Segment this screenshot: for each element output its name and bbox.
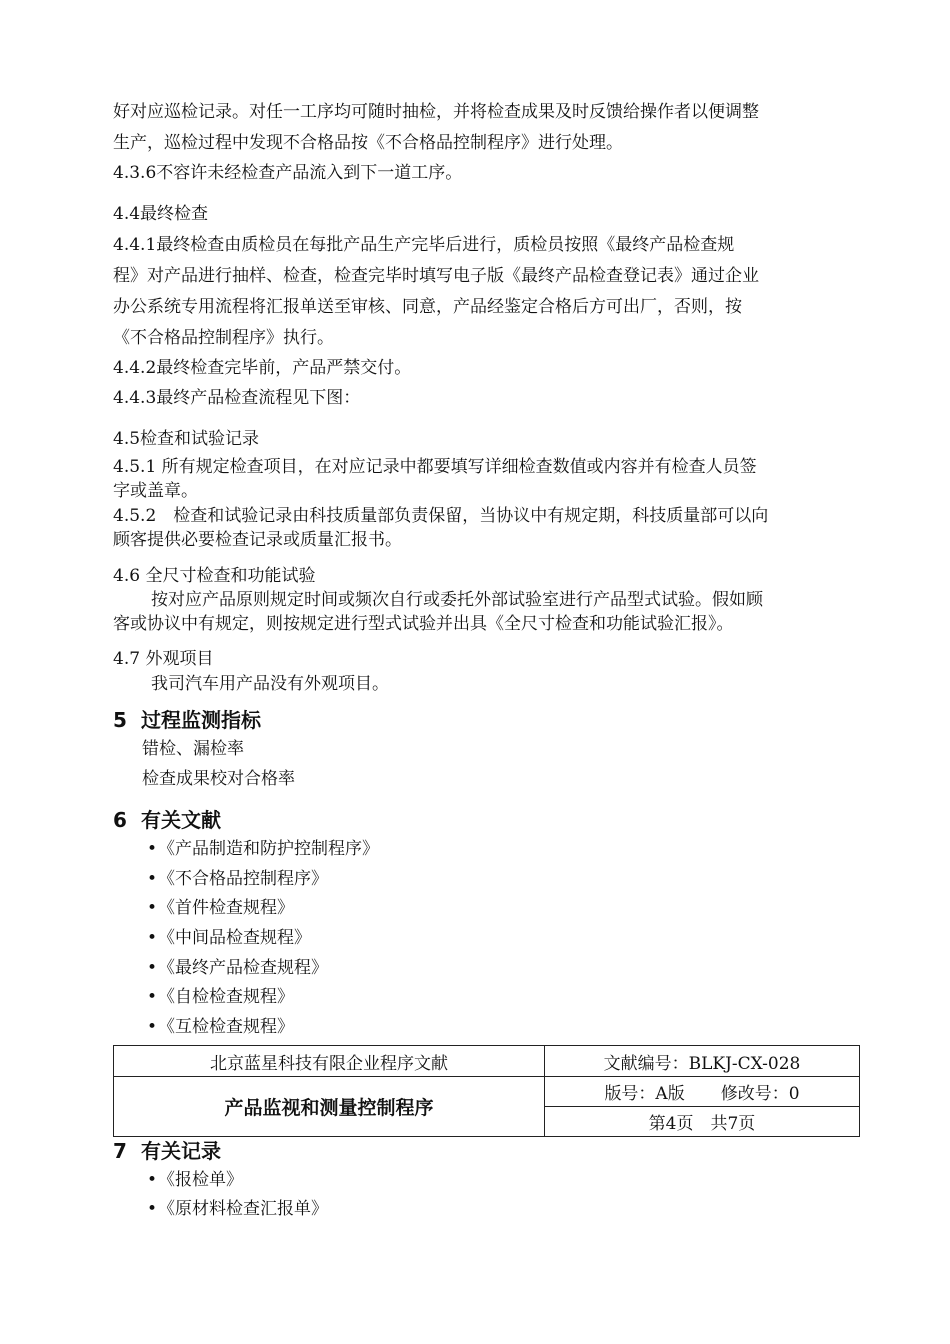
list-item: 错检、漏检率 <box>142 739 244 759</box>
section-6-heading <box>113 807 221 833</box>
heading-4-4: 4.4最终检查 <box>113 204 209 224</box>
list-item: 检查成果校对合格率 <box>142 769 295 789</box>
section-number: 7 <box>113 1139 127 1163</box>
paragraph-line: 《不合格品控制程序》执行。 <box>113 328 334 348</box>
bullet-icon: • <box>146 928 158 948</box>
list-item <box>146 1198 328 1220</box>
list-item-text: 《最终产品检查规程》 <box>158 958 328 978</box>
heading-4-7: 4.7 外观项目 <box>113 649 214 669</box>
company-name: 北京蓝星科技有限企业程序文献 <box>114 1046 545 1077</box>
version-number: 版号：A版 <box>604 1084 685 1104</box>
list-item-text: 《不合格品控制程序》 <box>158 869 328 889</box>
bullet-icon: • <box>146 1199 158 1219</box>
list-item-text: 《自检检查规程》 <box>158 987 294 1007</box>
section-5-heading <box>113 707 261 733</box>
list-item <box>146 868 328 890</box>
document-number: 文献编号：BLKJ-CX-028 <box>545 1046 860 1077</box>
document-header-table <box>113 1045 860 1137</box>
version-revision-cell <box>545 1077 860 1107</box>
paragraph-line: 客或协议中有规定，则按规定进行型式试验并出具《全尺寸检查和功能试验汇报》。 <box>113 614 734 634</box>
clause-4-4-2: 4.4.2最终检查完毕前，产品严禁交付。 <box>113 358 412 378</box>
bullet-icon: • <box>146 958 158 978</box>
bullet-icon: • <box>146 1170 158 1190</box>
clause-4-5-2: 4.5.2 检查和试验记录由科技质量部负责保留，当协议中有规定期，科技质量部可以向 <box>113 506 769 526</box>
section-title: 过程监测指标 <box>141 708 261 732</box>
page-number: 第4页 共7页 <box>545 1107 860 1137</box>
clause-4-3-6: 4.3.6不容许未经检查产品流入到下一道工序。 <box>113 163 463 183</box>
bullet-icon: • <box>146 869 158 889</box>
document-title: 产品监视和测量控制程序 <box>114 1077 545 1137</box>
section-number: 6 <box>113 808 127 832</box>
list-item-text: 《原材料检查汇报单》 <box>158 1199 328 1219</box>
bullet-icon: • <box>146 987 158 1007</box>
list-item <box>146 1016 294 1038</box>
list-item-text: 《首件检查规程》 <box>158 898 294 918</box>
paragraph-line: 按对应产品原则规定时间或频次自行或委托外部试验室进行产品型式试验。假如顾 <box>151 590 763 610</box>
paragraph-line: 生产，巡检过程中发现不合格品按《不合格品控制程序》进行处理。 <box>113 133 623 153</box>
paragraph-line: 程》对产品进行抽样、检查，检查完毕时填写电子版《最终产品检查登记表》通过企业 <box>113 266 759 286</box>
section-title: 有关文献 <box>141 808 221 832</box>
list-item-text: 《互检检查规程》 <box>158 1017 294 1037</box>
heading-4-6: 4.6 全尺寸检查和功能试验 <box>113 566 316 586</box>
paragraph-line: 办公系统专用流程将汇报单送至审核、同意，产品经鉴定合格后方可出厂，否则，按 <box>113 297 742 317</box>
section-title: 有关记录 <box>141 1139 221 1163</box>
section-7-heading <box>113 1138 221 1164</box>
clause-4-4-3: 4.4.3最终产品检查流程见下图： <box>113 388 361 408</box>
list-item-text: 《产品制造和防护控制程序》 <box>158 839 379 859</box>
list-item-text: 《报检单》 <box>158 1170 243 1190</box>
paragraph-line: 好对应巡检记录。对任一工序均可随时抽检，并将检查成果及时反馈给操作者以便调整 <box>113 102 759 122</box>
list-item <box>146 838 379 860</box>
bullet-icon: • <box>146 1017 158 1037</box>
clause-4-5-1: 4.5.1 所有规定检查项目，在对应记录中都要填写详细检查数值或内容并有检查人员签 <box>113 457 757 477</box>
list-item-text: 《中间品检查规程》 <box>158 928 311 948</box>
paragraph-line: 顾客提供必要检查记录或质量汇报书。 <box>113 530 402 550</box>
list-item <box>146 986 294 1008</box>
revision-number: 修改号：0 <box>720 1084 800 1104</box>
paragraph-line: 字或盖章。 <box>113 481 198 501</box>
heading-4-5: 4.5检查和试验记录 <box>113 429 260 449</box>
clause-4-4-1: 4.4.1最终检查由质检员在每批产品生产完毕后进行，质检员按照《最终产品检查规 <box>113 235 735 255</box>
list-item <box>146 957 328 979</box>
section-number: 5 <box>113 708 127 732</box>
bullet-icon: • <box>146 898 158 918</box>
list-item <box>146 897 294 919</box>
list-item <box>146 1169 243 1191</box>
list-item <box>146 927 311 949</box>
bullet-icon: • <box>146 839 158 859</box>
paragraph-line: 我司汽车用产品没有外观项目。 <box>151 674 389 694</box>
